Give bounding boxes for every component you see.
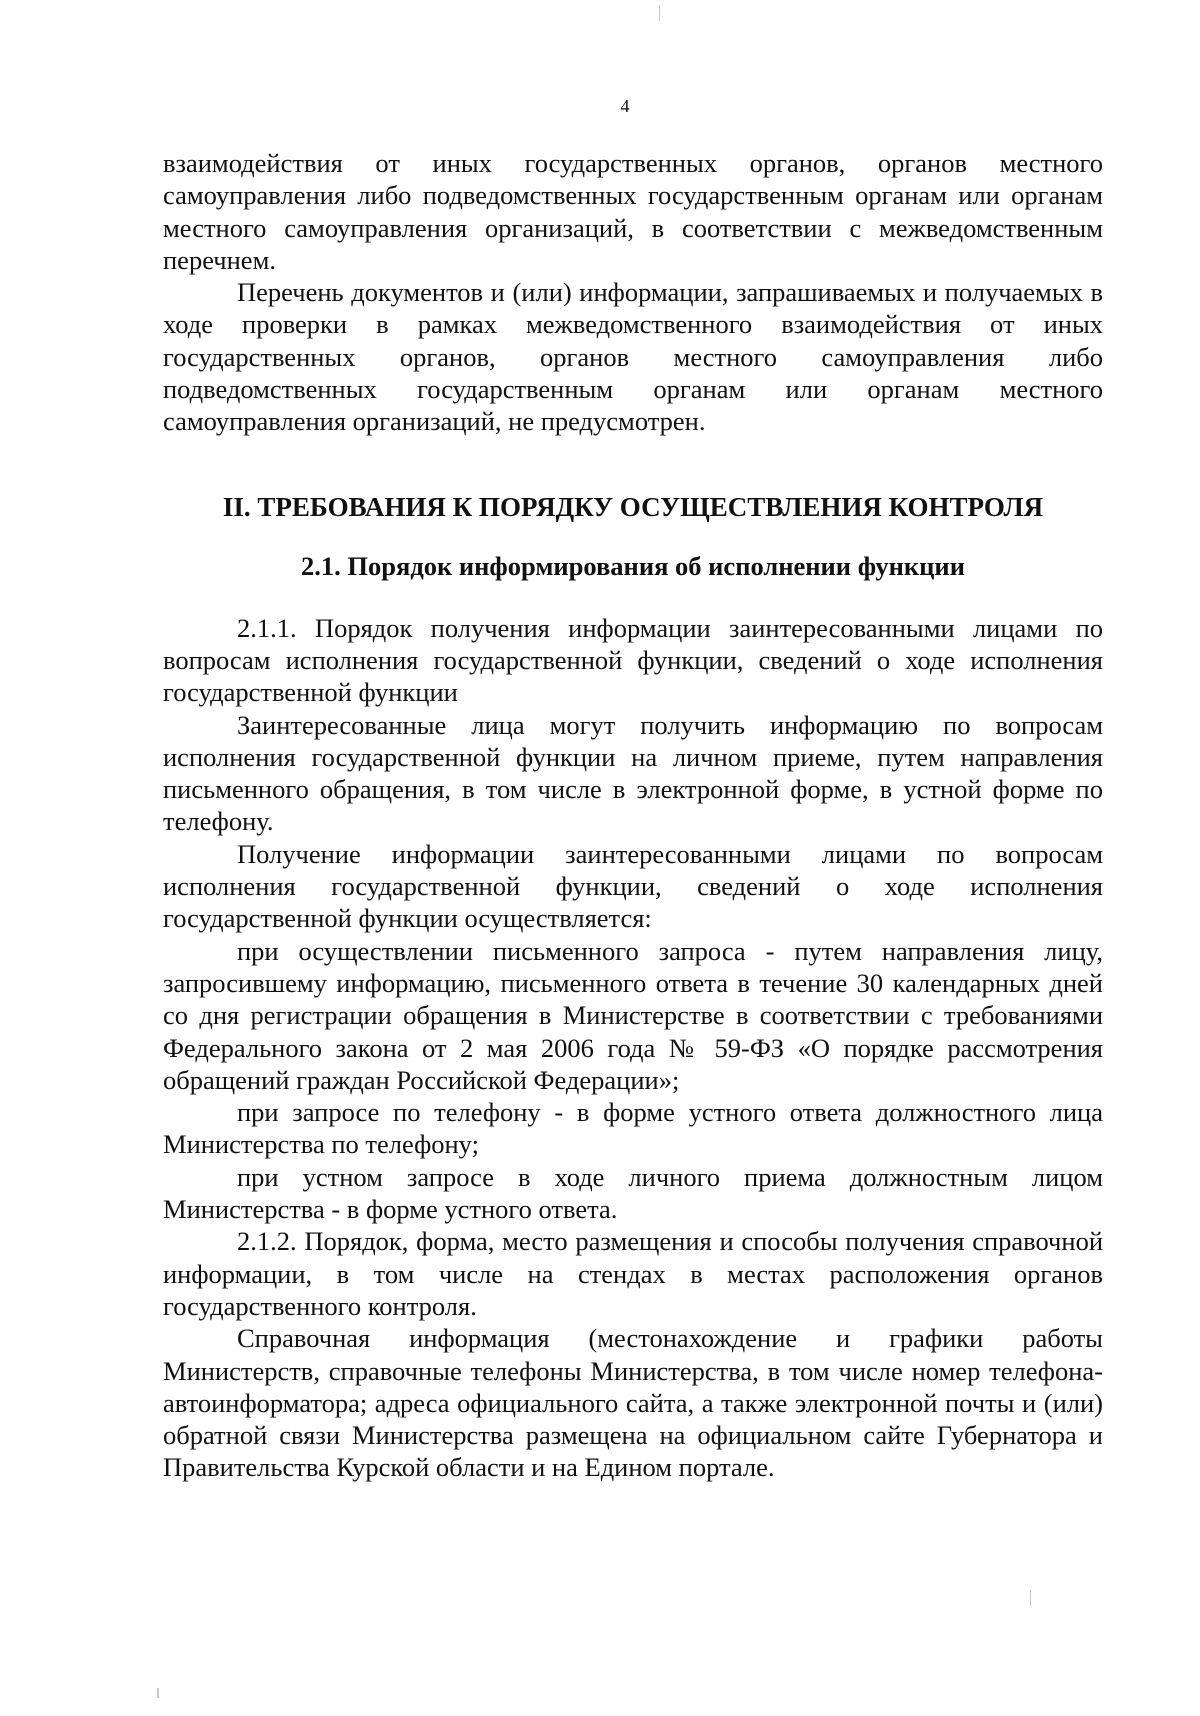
section-heading: II. ТРЕБОВАНИЯ К ПОРЯДКУ ОСУЩЕСТВЛЕНИЯ КОНТРОЛЯ: [222, 491, 1044, 522]
scan-artifact-bottom-left: [157, 1688, 159, 1698]
paragraph-interested-persons: Заинтересованные лица могут получить информацию по вопросам исполнения государственной функции на личном приеме, путем направления письменного обращения, в том числе в электронной форме, в устной форме по телефону.: [163, 709, 1103, 837]
paragraph-2-1-2: 2.1.2. Порядок, форма, место размещения и способы получения справочной информации, в том числе на стендах в местах расположения органов государственного контроля.: [163, 1226, 1103, 1321]
paragraph-continued: взаимодействия от иных государственных органов, органов местного самоуправления либо подведомственных государственным органам или органам местного самоуправления организаций, в соответствии с межведомственным перечнем.: [163, 148, 1103, 275]
paragraph-written-request: при осуществлении письменного запроса - путем направления лицу, запросившему информацию, письменного ответа в течение 30 календарных дней со дня регистрации обращения в Министерстве в соответствии с требованиями Федерального закона от 2 мая 2006 года № 59-ФЗ «О порядке рассмотрения обращений граждан Российской Федерации»;: [163, 935, 1103, 1095]
paragraph-phone-request: при запросе по телефону - в форме устного ответа должностного лица Министерства по телефону;: [163, 1097, 1103, 1160]
scan-artifact-top: [659, 5, 660, 21]
paragraph-reference-info: Справочная информация (местонахождение и графики работы Министерств, справочные телефоны Министерства, в том числе номер телефона-автоинформатора; адреса официального сайта, а также электронной почты и (или) обратной связи Министерства размещена на официальном сайте Губернатора и Правительства Курской области и на Едином портале.: [163, 1323, 1103, 1483]
paragraph-2-1-1: 2.1.1. Порядок получения информации заинтересованными лицами по вопросам исполнения государственной функции, сведений о ходе исполнения государственной функции: [163, 612, 1103, 708]
document-body: [163, 147, 1103, 1484]
paragraph-oral-request: при устном запросе в ходе личного приема должностным лицом Министерства - в форме устного ответа.: [163, 1161, 1103, 1225]
page-number: 4: [620, 96, 630, 116]
paragraph-obtaining-info: Получение информации заинтересованными лицами по вопросам исполнения государственной функции, сведений о ходе исполнения государственной функции осуществляется:: [163, 838, 1103, 934]
subsection-heading: 2.1. Порядок информирования об исполнении функции: [301, 550, 965, 581]
scan-artifact-right: [1030, 1590, 1031, 1606]
paragraph-documents-list: Перечень документов и (или) информации, запрашиваемых и получаемых в ходе проверки в рамках межведомственного взаимодействия от иных государственных органов, органов местного самоуправления либо подведомственных государственным органам или органам местного самоуправления организаций, не предусмотрен.: [163, 277, 1103, 437]
